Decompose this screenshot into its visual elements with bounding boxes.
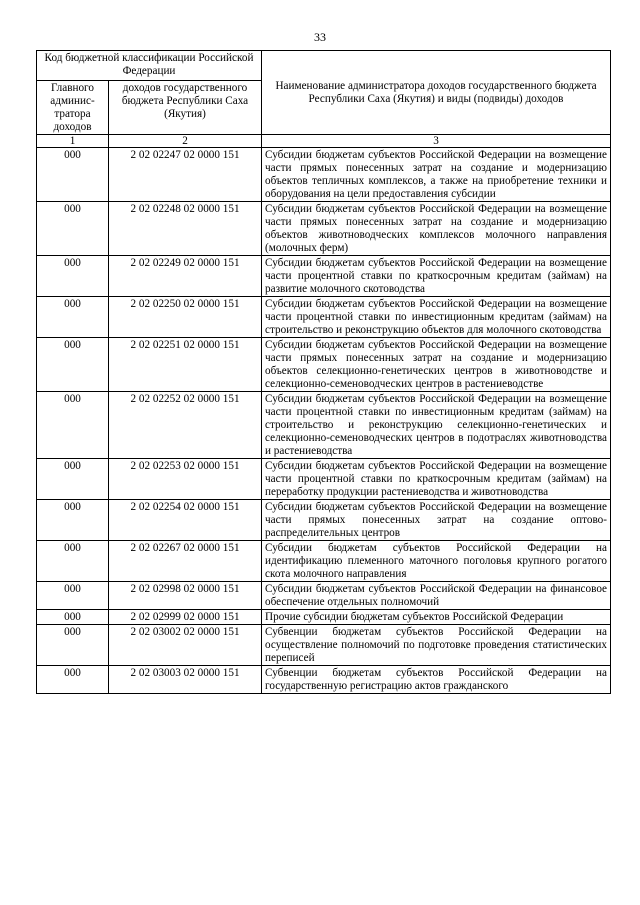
- administrator-code-cell: 000: [37, 610, 109, 625]
- revenue-name-cell: Субсидии бюджетам субъектов Российской Федерации на возмещение части прямых понесенных затрат на создание и модернизацию объектов животноводческих комплексов молочного направления (молочных ферм): [262, 202, 611, 256]
- administrator-code-cell: 000: [37, 500, 109, 541]
- revenue-name-cell: Субсидии бюджетам субъектов Российской Федерации на возмещение части прямых понесенных затрат на создание и модернизацию объектов селекционно-генетических центров в животноводстве и селекционно-семеноводческих центров в растениеводстве: [262, 338, 611, 392]
- revenue-code-cell: 2 02 02998 02 0000 151: [109, 582, 262, 610]
- administrator-code-cell: 000: [37, 256, 109, 297]
- table-row: [37, 541, 611, 582]
- revenue-name-cell: Субсидии бюджетам субъектов Российской Федерации на возмещение части процентной ставки по краткосрочным кредитам (займам) на развитие молочного скотоводства: [262, 256, 611, 297]
- revenue-code-cell: 2 02 02251 02 0000 151: [109, 338, 262, 392]
- table-row: [37, 202, 611, 256]
- revenue-code-cell: 2 02 03002 02 0000 151: [109, 625, 262, 666]
- table-body: [37, 148, 611, 694]
- administrator-code-cell: 000: [37, 541, 109, 582]
- administrator-code-cell: 000: [37, 148, 109, 202]
- revenue-name-cell: Прочие субсидии бюджетам субъектов Российской Федерации: [262, 610, 611, 625]
- revenue-name-cell: Субсидии бюджетам субъектов Российской Федерации на возмещение части прямых понесенных затрат на создание оптово-распределительных центров: [262, 500, 611, 541]
- revenue-name-cell: Субсидии бюджетам субъектов Российской Федерации на возмещение части прямых понесенных затрат на создание и модернизацию объектов тепличных комплексов, а также на приобретение техники и оборудования на цели предоставления субсидии: [262, 148, 611, 202]
- administrator-code-cell: 000: [37, 297, 109, 338]
- revenue-name-cell: Субсидии бюджетам субъектов Российской Федерации на возмещение части процентной ставки по инвестиционным кредитам (займам) на строительство и реконструкцию объектов для молочного скотоводства: [262, 297, 611, 338]
- revenue-code-cell: 2 02 02267 02 0000 151: [109, 541, 262, 582]
- revenue-name-cell: Субсидии бюджетам субъектов Российской Федерации на идентификацию племенного маточного поголовья крупного рогатого скота молочного направления: [262, 541, 611, 582]
- administrator-code-cell: 000: [37, 582, 109, 610]
- page-number: 33: [314, 30, 326, 44]
- revenue-name-cell: Субсидии бюджетам субъектов Российской Федерации на возмещение части процентной ставки по инвестиционным кредитам (займам) на строительство и реконструкцию селекционно-генетических и селекционно-семеноводческих центров в подотраслях животноводства и растениеводства: [262, 392, 611, 459]
- revenue-code-cell: 2 02 03003 02 0000 151: [109, 666, 262, 694]
- header-row-group: [37, 51, 611, 81]
- table-row: [37, 610, 611, 625]
- table-row: [37, 625, 611, 666]
- header-revenue-code: доходов государственного бюджета Республики Саха (Якутия): [109, 81, 262, 135]
- revenue-code-cell: 2 02 02249 02 0000 151: [109, 256, 262, 297]
- administrator-code-cell: 000: [37, 338, 109, 392]
- revenue-code-cell: 2 02 02254 02 0000 151: [109, 500, 262, 541]
- table-row: [37, 459, 611, 500]
- revenue-name-cell: Субсидии бюджетам субъектов Российской Федерации на возмещение части процентной ставки по краткосрочным кредитам (займам) на переработку продукции растениеводства и животноводства: [262, 459, 611, 500]
- administrator-code-cell: 000: [37, 459, 109, 500]
- table-row: [37, 148, 611, 202]
- revenue-code-cell: 2 02 02250 02 0000 151: [109, 297, 262, 338]
- table-row: [37, 500, 611, 541]
- table-row: [37, 338, 611, 392]
- administrator-code-cell: 000: [37, 666, 109, 694]
- administrator-code-cell: 000: [37, 392, 109, 459]
- revenue-code-cell: 2 02 02248 02 0000 151: [109, 202, 262, 256]
- column-number-2: 2: [109, 135, 262, 148]
- header-revenue-name: Наименование администратора доходов государственного бюджета Республики Саха (Якутия) и виды (подвиды) доходов: [262, 51, 611, 135]
- table-row: [37, 392, 611, 459]
- column-number-row: [37, 135, 611, 148]
- administrator-code-cell: 000: [37, 625, 109, 666]
- revenue-code-cell: 2 02 02999 02 0000 151: [109, 610, 262, 625]
- table-row: [37, 297, 611, 338]
- header-classification-code: Код бюджетной классификации Российской Федерации: [37, 51, 262, 81]
- administrator-code-cell: 000: [37, 202, 109, 256]
- budget-classification-table: [36, 50, 611, 694]
- revenue-name-cell: Субвенции бюджетам субъектов Российской Федерации на осуществление полномочий по подготовке проведения статистических переписей: [262, 625, 611, 666]
- revenue-name-cell: Субвенции бюджетам субъектов Российской Федерации на государственную регистрацию актов гражданского: [262, 666, 611, 694]
- revenue-code-cell: 2 02 02252 02 0000 151: [109, 392, 262, 459]
- header-chief-administrator: Главного админис-тратора доходов: [37, 81, 109, 135]
- table-row: [37, 582, 611, 610]
- column-number-3: 3: [262, 135, 611, 148]
- revenue-name-cell: Субсидии бюджетам субъектов Российской Федерации на финансовое обеспечение отдельных полномочий: [262, 582, 611, 610]
- column-number-1: 1: [37, 135, 109, 148]
- table-row: [37, 256, 611, 297]
- table-row: [37, 666, 611, 694]
- revenue-code-cell: 2 02 02247 02 0000 151: [109, 148, 262, 202]
- revenue-code-cell: 2 02 02253 02 0000 151: [109, 459, 262, 500]
